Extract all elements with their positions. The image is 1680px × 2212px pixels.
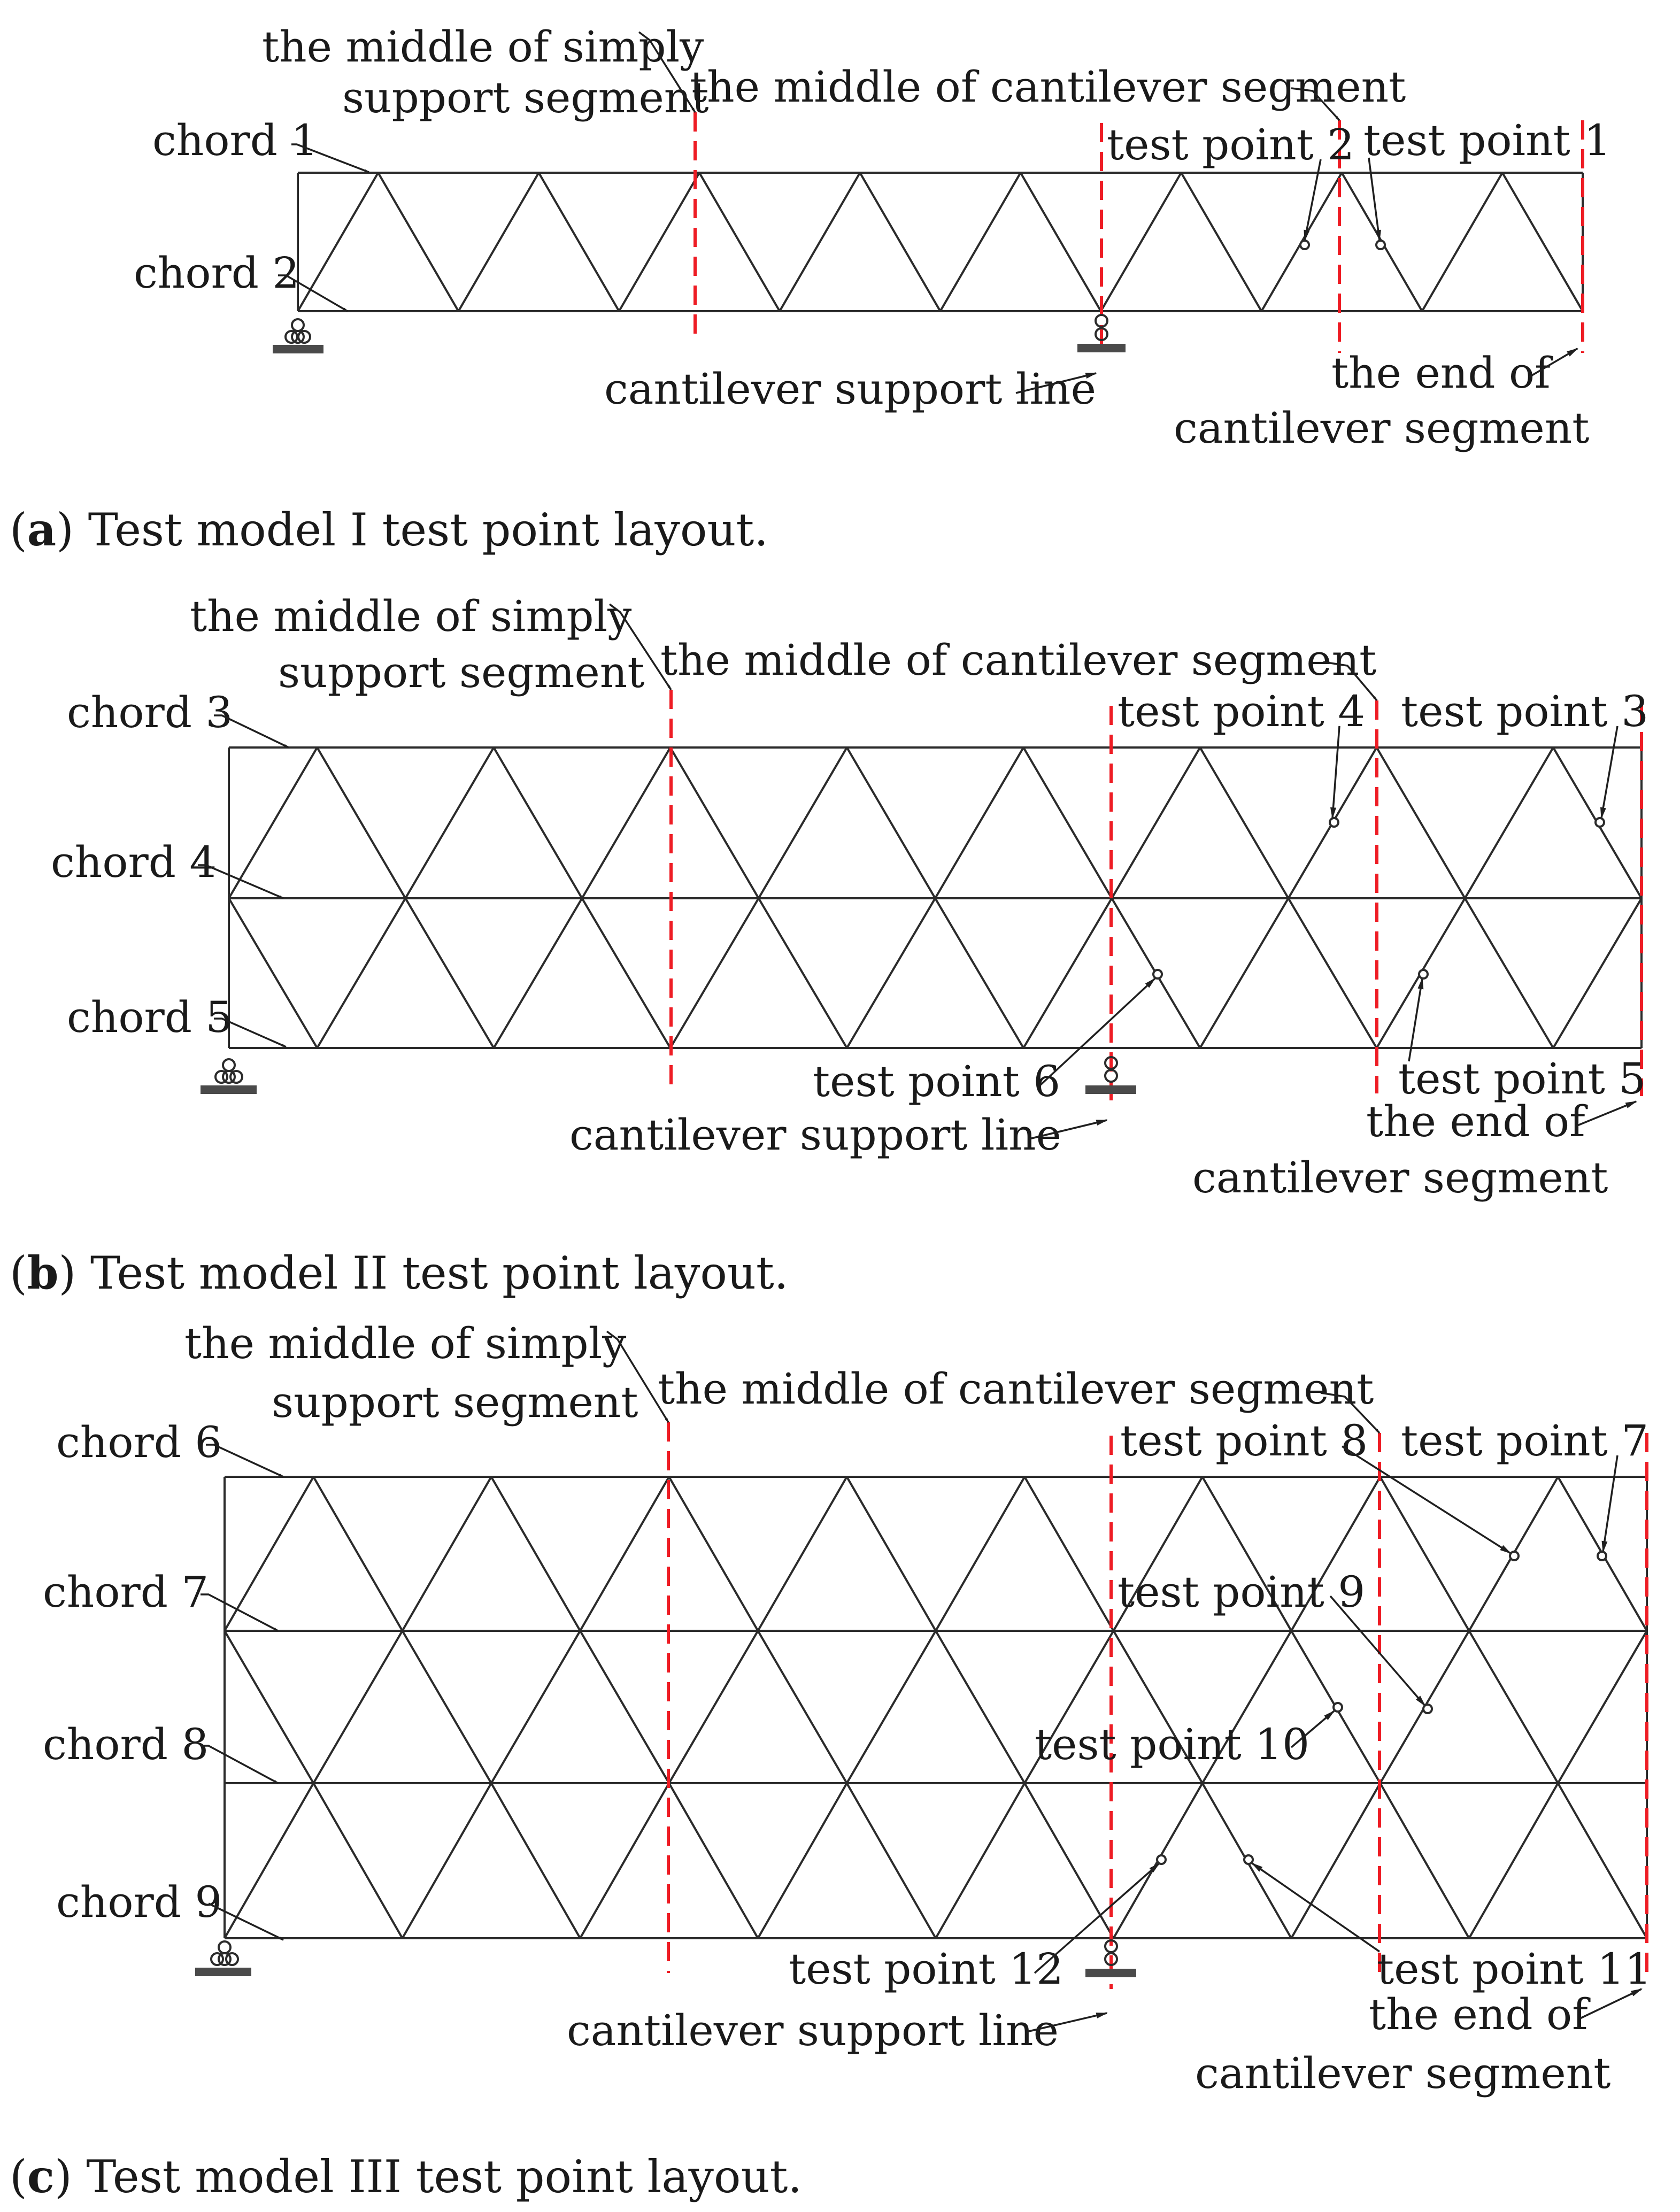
label-test-point-10: test point 10 bbox=[1035, 1720, 1309, 1769]
label-middle-simply-2: support segment bbox=[278, 648, 645, 697]
pointer-test-point-4 bbox=[1332, 726, 1339, 818]
label-test-point-3: test point 3 bbox=[1401, 687, 1649, 736]
diagonal-member bbox=[671, 898, 759, 1048]
pointer-chord-8 bbox=[201, 1746, 278, 1783]
diagonal-member bbox=[225, 1783, 313, 1938]
diagonal-member bbox=[1200, 898, 1288, 1048]
diagonal-member bbox=[378, 173, 458, 311]
pointer-end-b bbox=[1577, 1101, 1636, 1126]
diagonal-member bbox=[1023, 747, 1112, 898]
label-test-point-8: test point 8 bbox=[1120, 1416, 1368, 1466]
label-middle-simply-1: the middle of simply bbox=[184, 1319, 627, 1368]
diagonal-member bbox=[229, 747, 317, 898]
diagonal-member bbox=[847, 898, 935, 1048]
label-test-point-6: test point 6 bbox=[813, 1057, 1061, 1106]
diagonal-member bbox=[1502, 173, 1583, 311]
diagonal-member bbox=[403, 1631, 491, 1783]
test-point-9-marker bbox=[1423, 1705, 1432, 1713]
test-point-2-marker bbox=[1300, 241, 1309, 249]
label-test-point-11: test point 11 bbox=[1377, 1944, 1652, 1994]
panel-c bbox=[10, 1319, 1652, 2203]
diagonal-member bbox=[1024, 1477, 1113, 1631]
diagonal-member bbox=[1101, 173, 1181, 311]
diagonal-member bbox=[313, 1783, 402, 1938]
label-chord-9: chord 9 bbox=[56, 1877, 222, 1927]
diagonal-member bbox=[491, 1631, 580, 1783]
label-chord-1: chord 1 bbox=[152, 115, 319, 165]
label-chord-6: chord 6 bbox=[56, 1417, 222, 1467]
diagonal-member bbox=[619, 173, 699, 311]
diagonal-member bbox=[669, 1631, 758, 1783]
label-chord-3: chord 3 bbox=[67, 688, 233, 737]
diagonal-member bbox=[1112, 747, 1200, 898]
diagonal-member bbox=[1200, 747, 1288, 898]
caption-c: (c) Test model III test point layout. bbox=[10, 2150, 803, 2203]
diagonal-member bbox=[759, 747, 847, 898]
label-test-point-9: test point 9 bbox=[1118, 1567, 1366, 1617]
diagonal-member bbox=[1553, 898, 1642, 1048]
diagonal-member bbox=[935, 898, 1023, 1048]
diagonal-member bbox=[403, 1783, 491, 1938]
diagonal-member bbox=[491, 1783, 580, 1938]
diagonal-member bbox=[313, 1631, 402, 1783]
diagonal-member bbox=[847, 1631, 936, 1783]
label-chord-8: chord 8 bbox=[43, 1720, 209, 1769]
label-end-of: the end of bbox=[1366, 1097, 1585, 1146]
diagonal-member bbox=[936, 1631, 1024, 1783]
diagonal-member bbox=[1558, 1631, 1647, 1783]
diagonal-member bbox=[405, 898, 494, 1048]
diagonal-member bbox=[699, 173, 780, 311]
diagonal-member bbox=[780, 173, 860, 311]
label-middle-cantilever: the middle of cantilever segment bbox=[690, 62, 1406, 112]
label-cantilever-segment: cantilever segment bbox=[1195, 2048, 1611, 2098]
label-end-of: the end of bbox=[1331, 348, 1551, 398]
test-point-11-marker bbox=[1244, 1855, 1253, 1864]
diagonal-member bbox=[229, 898, 317, 1048]
diagonal-member bbox=[758, 1783, 847, 1938]
diagonal-member bbox=[1558, 1783, 1647, 1938]
diagonal-member bbox=[669, 1477, 758, 1631]
label-chord-7: chord 7 bbox=[43, 1567, 209, 1617]
diagonal-member bbox=[935, 747, 1023, 898]
diagonal-member bbox=[405, 747, 494, 898]
pointer-test-point-2 bbox=[1305, 159, 1321, 241]
diagonal-member bbox=[580, 1783, 669, 1938]
label-end-of: the end of bbox=[1369, 1990, 1588, 2039]
diagonal-member bbox=[1291, 1783, 1380, 1938]
truss-model-3 bbox=[225, 1477, 1647, 1938]
diagonal-member bbox=[225, 1631, 313, 1783]
diagonal-member bbox=[582, 747, 671, 898]
label-test-point-7: test point 7 bbox=[1401, 1416, 1649, 1466]
diagonal-member bbox=[580, 1631, 669, 1783]
pointer-test-point-9 bbox=[1330, 1596, 1425, 1706]
label-chord-2: chord 2 bbox=[134, 248, 300, 298]
diagonal-member bbox=[847, 747, 935, 898]
diagonal-member bbox=[403, 1477, 491, 1631]
test-point-10-marker bbox=[1334, 1703, 1342, 1712]
diagonal-member bbox=[494, 747, 582, 898]
test-point-8-marker bbox=[1510, 1552, 1519, 1560]
diagonal-member bbox=[1465, 747, 1553, 898]
truss-model-1 bbox=[298, 173, 1583, 311]
caption-a: (a) Test model I test point layout. bbox=[10, 503, 768, 556]
label-middle-simply-2: support segment bbox=[342, 73, 709, 122]
test-point-1-marker bbox=[1376, 241, 1385, 249]
diagonal-member bbox=[936, 1477, 1024, 1631]
pin-support-c bbox=[195, 1941, 251, 1976]
diagonal-member bbox=[758, 1631, 847, 1783]
diagonal-member bbox=[491, 1477, 580, 1631]
label-cantilever-support-line: cantilever support line bbox=[567, 2006, 1059, 2055]
label-test-point-2: test point 2 bbox=[1107, 120, 1355, 169]
diagonal-member bbox=[669, 1783, 758, 1938]
pointer-test-point-7 bbox=[1603, 1455, 1617, 1552]
caption-b: (b) Test model II test point layout. bbox=[10, 1246, 789, 1299]
diagonal-member bbox=[1422, 173, 1502, 311]
panel-b bbox=[10, 591, 1648, 1299]
diagonal-member bbox=[1289, 898, 1377, 1048]
test-point-3-marker bbox=[1596, 818, 1604, 827]
diagonal-member bbox=[539, 173, 619, 311]
label-middle-cantilever: the middle of cantilever segment bbox=[658, 1364, 1374, 1414]
diagonal-member bbox=[1380, 1477, 1469, 1631]
diagonal-member bbox=[317, 898, 405, 1048]
test-point-6-marker bbox=[1153, 970, 1162, 978]
diagonal-member bbox=[225, 1477, 313, 1631]
label-middle-simply-2: support segment bbox=[272, 1377, 638, 1427]
diagonal-member bbox=[671, 747, 759, 898]
diagonal-member bbox=[758, 1477, 847, 1631]
diagonal-member bbox=[298, 173, 378, 311]
pin-support-b bbox=[201, 1059, 257, 1094]
label-cantilever-segment: cantilever segment bbox=[1174, 403, 1590, 453]
diagonal-member bbox=[580, 1477, 669, 1631]
diagonal-member bbox=[313, 1477, 402, 1631]
diagonal-member bbox=[1469, 1631, 1558, 1783]
label-middle-simply-1: the middle of simply bbox=[190, 591, 632, 641]
diagonal-member bbox=[941, 173, 1021, 311]
diagonal-member bbox=[759, 898, 847, 1048]
panel-a bbox=[10, 22, 1611, 556]
label-test-point-5: test point 5 bbox=[1398, 1054, 1646, 1104]
label-chord-4: chord 4 bbox=[51, 837, 217, 887]
pointer-test-point-12 bbox=[1035, 1863, 1159, 1973]
label-chord-5: chord 5 bbox=[67, 992, 233, 1042]
diagonal-member bbox=[317, 747, 405, 898]
diagonal-member bbox=[847, 1783, 936, 1938]
diagonal-member bbox=[1377, 747, 1465, 898]
diagonal-member bbox=[1021, 173, 1101, 311]
label-cantilever-support-line: cantilever support line bbox=[604, 364, 1096, 414]
diagonal-member bbox=[847, 1477, 936, 1631]
label-middle-simply-1: the middle of simply bbox=[262, 22, 704, 72]
diagonal-member bbox=[1469, 1783, 1558, 1938]
label-test-point-1: test point 1 bbox=[1363, 115, 1612, 165]
diagonal-member bbox=[494, 898, 582, 1048]
diagonal-member bbox=[1023, 898, 1112, 1048]
diagonal-member bbox=[1380, 1783, 1469, 1938]
truss-model-2 bbox=[229, 747, 1642, 1048]
pointer-chord-7 bbox=[201, 1594, 278, 1631]
test-point-4-marker bbox=[1330, 818, 1338, 827]
diagonal-member bbox=[458, 173, 538, 311]
diagonal-member bbox=[860, 173, 940, 311]
label-test-point-4: test point 4 bbox=[1118, 687, 1366, 736]
label-test-point-12: test point 12 bbox=[789, 1944, 1064, 1994]
pointer-test-point-6 bbox=[1040, 978, 1155, 1085]
diagonal-member bbox=[1181, 173, 1261, 311]
label-cantilever-support-line: cantilever support line bbox=[569, 1110, 1061, 1160]
diagonal-member bbox=[582, 898, 671, 1048]
diagonal-member bbox=[1465, 898, 1553, 1048]
label-middle-cantilever: the middle of cantilever segment bbox=[660, 635, 1377, 685]
pointer-test-point-3 bbox=[1601, 726, 1617, 818]
test-point-5-marker bbox=[1419, 970, 1428, 978]
diagonal-member bbox=[936, 1783, 1024, 1938]
label-cantilever-segment: cantilever segment bbox=[1192, 1153, 1608, 1203]
pin-support-a bbox=[273, 319, 323, 353]
test-point-12-marker bbox=[1157, 1855, 1166, 1864]
test-point-7-marker bbox=[1598, 1552, 1606, 1560]
